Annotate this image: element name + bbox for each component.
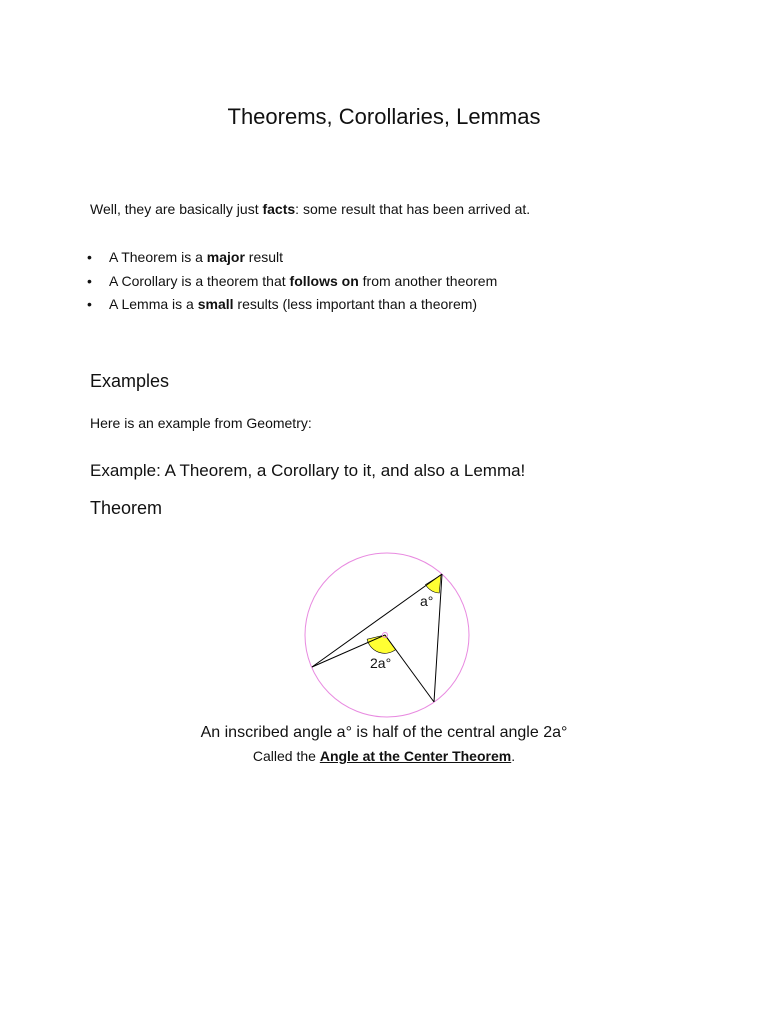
list-item-corollary <box>87 272 498 296</box>
bullet-dot: • <box>87 249 92 265</box>
theorem-heading: Theorem <box>90 498 163 518</box>
central-angle-label: 2a° <box>370 655 392 671</box>
subcaption-text-after: . <box>511 748 516 764</box>
list-item-text: results (less important than a theorem) <box>233 296 478 312</box>
list-item-bold: follows on <box>289 272 359 289</box>
page-title: Theorems, Corollaries, Lemmas <box>227 104 541 129</box>
intro-bold-facts: facts <box>262 201 296 217</box>
figure-caption: An inscribed angle a° is half of the central angle 2a° <box>200 724 568 741</box>
list-item-text: result <box>244 249 284 265</box>
circle-diagram <box>290 540 490 730</box>
intro-paragraph <box>90 201 530 217</box>
definitions-list <box>87 248 498 319</box>
subcaption-text-before: Called the <box>252 748 320 764</box>
intro-text-after: : some result that has been arrived at. <box>295 201 531 217</box>
bullet-dot: • <box>87 296 92 312</box>
example-heading: Example: A Theorem, a Corollary to it, and also a Lemma! <box>90 461 526 480</box>
list-item-text: A Lemma is a <box>109 296 198 312</box>
angle-center-theorem-link[interactable]: Angle at the Center Theorem <box>319 748 512 764</box>
list-item-text: A Theorem is a <box>109 249 207 265</box>
list-item-bold: major <box>206 249 245 265</box>
angle-center-figure <box>290 540 490 730</box>
examples-heading: Examples <box>90 371 170 391</box>
list-item-text: from another theorem <box>358 272 498 289</box>
list-item-text: A Corollary is a theorem that <box>109 272 290 289</box>
inscribed-angle-label: a° <box>420 593 434 609</box>
figure-subcaption <box>0 748 768 764</box>
list-item-bold: small <box>197 296 234 312</box>
geometry-intro: Here is an example from Geometry: <box>90 415 312 431</box>
list-item-lemma <box>87 295 497 319</box>
chord-top-to-bottom <box>434 574 442 702</box>
bullet-dot: • <box>87 272 92 289</box>
intro-text-before: Well, they are basically just <box>90 201 263 217</box>
radius-bottom <box>385 635 434 702</box>
list-item-theorem <box>87 248 497 272</box>
chord-left-to-top <box>312 574 442 667</box>
